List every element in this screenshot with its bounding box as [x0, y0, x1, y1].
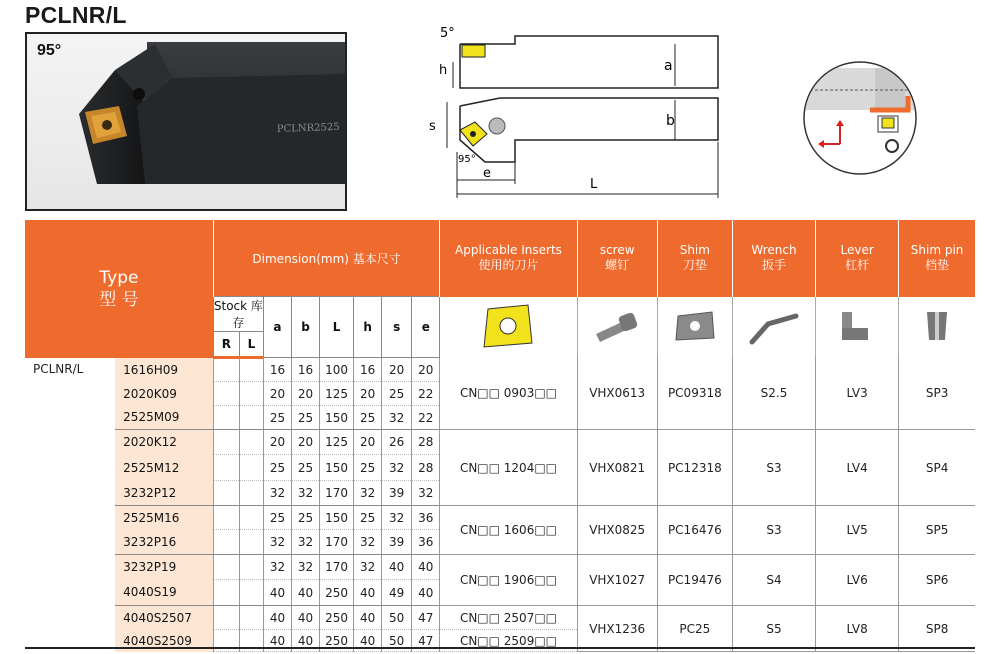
- table-row: [25, 606, 975, 630]
- dim-cell: 47: [412, 630, 440, 652]
- dim-cell: 25: [263, 455, 291, 481]
- shim-cell: PC19476: [657, 555, 732, 606]
- dim-cell: 20: [292, 430, 320, 455]
- stock-cell: [239, 506, 263, 530]
- wrench-cell: S2.5: [732, 358, 815, 430]
- dim-cell: 25: [382, 382, 412, 406]
- dim-cell: 150: [320, 406, 354, 430]
- dim-cell: 32: [263, 481, 291, 506]
- stock-cell: [213, 555, 239, 580]
- dim-cell: 32: [292, 481, 320, 506]
- angle-label: 95°: [37, 42, 62, 59]
- stock-cell: [239, 382, 263, 406]
- dim-cell: 40: [354, 630, 382, 652]
- screw-cell: VHX0821: [577, 430, 657, 506]
- stock-cell: [239, 358, 263, 382]
- dim-cell: 250: [320, 606, 354, 630]
- stock-cell: [239, 530, 263, 555]
- header-dim-b: b: [292, 297, 320, 358]
- header-lever-cn: 杠杆: [845, 258, 870, 273]
- header-screw-en: screw: [599, 243, 635, 258]
- header-dim-L: L: [320, 297, 354, 358]
- header-shim-cn: 刀垫: [682, 258, 707, 273]
- wrench-cell: S3: [732, 506, 815, 555]
- stock-cell: [213, 530, 239, 555]
- dim-cell: 22: [412, 406, 440, 430]
- stock-cell: [213, 606, 239, 630]
- stock-cell: [239, 430, 263, 455]
- header-screw-cn: 螺钉: [605, 258, 630, 273]
- dim-cell: 40: [354, 580, 382, 606]
- shim-cell: PC09318: [657, 358, 732, 430]
- dim-cell: 32: [412, 481, 440, 506]
- series-label: PCLNR/L: [25, 358, 115, 652]
- dim-cell: 170: [320, 530, 354, 555]
- dim-L-label: L: [590, 177, 598, 192]
- dim-cell: 150: [320, 506, 354, 530]
- lever-cell: LV4: [816, 430, 899, 506]
- model-cell: 1616H09: [115, 358, 213, 382]
- dim-cell: 40: [292, 606, 320, 630]
- model-cell: 4040S19: [115, 580, 213, 606]
- dim-cell: 32: [382, 455, 412, 481]
- insert-cell: CN□□ 2507□□: [440, 606, 577, 630]
- wrench-cell: S5: [732, 606, 815, 652]
- header-row-1: [25, 220, 975, 297]
- model-cell: 2020K12: [115, 430, 213, 455]
- dim-cell: 40: [292, 580, 320, 606]
- header-wrench-en: Wrench: [751, 243, 797, 258]
- model-cell: 2525M16: [115, 506, 213, 530]
- angle-bottom-label: 95°: [458, 154, 476, 165]
- spec-table: [25, 220, 975, 652]
- dim-cell: 32: [354, 530, 382, 555]
- screw-cell: VHX1236: [577, 606, 657, 652]
- stock-cell: [213, 430, 239, 455]
- dim-cell: 40: [263, 630, 291, 652]
- table-row: [25, 506, 975, 530]
- dim-cell: 20: [292, 382, 320, 406]
- lever-icon: [816, 297, 899, 358]
- insert-cell: CN□□ 2509□□: [440, 630, 577, 652]
- dim-cell: 20: [412, 358, 440, 382]
- stock-cell: [213, 455, 239, 481]
- insert-cell: CN□□ 1906□□: [440, 555, 577, 606]
- header-dimension: Dimension(mm) 基本尺寸: [213, 220, 439, 297]
- model-cell: 2525M12: [115, 455, 213, 481]
- dim-cell: 170: [320, 481, 354, 506]
- dim-cell: 40: [354, 606, 382, 630]
- dimension-diagram: [415, 22, 725, 202]
- header-type-en: Type: [99, 267, 139, 288]
- stock-cell: [239, 455, 263, 481]
- dim-cell: 25: [354, 406, 382, 430]
- header-type-cn: 型 号: [99, 289, 139, 310]
- dim-cell: 25: [263, 406, 291, 430]
- header-shim-en: Shim: [679, 243, 710, 258]
- table-row: [25, 358, 975, 382]
- engraving-text: PCLNR2525: [276, 121, 340, 135]
- dim-cell: 49: [382, 580, 412, 606]
- model-cell: 2020K09: [115, 382, 213, 406]
- dim-cell: 100: [320, 358, 354, 382]
- header-stock-R: R: [213, 332, 239, 358]
- dim-s-label: s: [429, 119, 436, 134]
- stock-cell: [213, 506, 239, 530]
- stock-cell: [213, 580, 239, 606]
- pin-cell: SP6: [899, 555, 975, 606]
- lever-cell: LV8: [816, 606, 899, 652]
- screw-cell: VHX0825: [577, 506, 657, 555]
- dim-cell: 32: [263, 530, 291, 555]
- shim-cell: PC16476: [657, 506, 732, 555]
- dim-cell: 32: [292, 555, 320, 580]
- header-wrench-cn: 扳手: [761, 258, 786, 273]
- pin-cell: SP4: [899, 430, 975, 506]
- dim-b-label: b: [666, 113, 675, 129]
- dim-cell: 20: [354, 430, 382, 455]
- dim-cell: 32: [263, 555, 291, 580]
- dim-cell: 16: [263, 358, 291, 382]
- dim-cell: 20: [354, 382, 382, 406]
- stock-cell: [239, 481, 263, 506]
- dim-cell: 36: [412, 506, 440, 530]
- product-photo: [25, 32, 347, 211]
- dim-cell: 20: [263, 430, 291, 455]
- dim-cell: 28: [412, 455, 440, 481]
- header-stock-L: L: [239, 332, 263, 358]
- model-cell: 3232P12: [115, 481, 213, 506]
- stock-cell: [213, 406, 239, 430]
- header-inserts: [440, 220, 577, 297]
- header-inserts-en: Applicable Inserts: [455, 243, 562, 258]
- angle-top-label: 5°: [440, 26, 455, 41]
- stock-cell: [239, 555, 263, 580]
- wrench-icon: [732, 297, 815, 358]
- tool-holder-illustration: [27, 34, 345, 209]
- dim-cell: 170: [320, 555, 354, 580]
- stock-cell: [213, 481, 239, 506]
- dim-cell: 36: [412, 530, 440, 555]
- header-lever-en: Lever: [840, 243, 874, 258]
- header-dim-h: h: [354, 297, 382, 358]
- dim-cell: 47: [412, 606, 440, 630]
- insert-cell: CN□□ 1606□□: [440, 506, 577, 555]
- dim-cell: 250: [320, 580, 354, 606]
- header-dim-s: s: [382, 297, 412, 358]
- dim-cell: 20: [263, 382, 291, 406]
- shim-pin-icon: [899, 297, 975, 358]
- dim-cell: 25: [292, 506, 320, 530]
- header-inserts-cn: 使用的刀片: [478, 258, 539, 273]
- dim-cell: 125: [320, 382, 354, 406]
- dim-cell: 25: [263, 506, 291, 530]
- wrench-cell: S4: [732, 555, 815, 606]
- dim-cell: 16: [354, 358, 382, 382]
- dim-cell: 25: [354, 506, 382, 530]
- model-cell: 4040S2509: [115, 630, 213, 652]
- dim-cell: 28: [412, 430, 440, 455]
- dim-cell: 50: [382, 630, 412, 652]
- dim-cell: 26: [382, 430, 412, 455]
- lever-cell: LV3: [816, 358, 899, 430]
- dim-cell: 40: [292, 630, 320, 652]
- table-row: [25, 555, 975, 580]
- stock-cell: [239, 406, 263, 430]
- dim-cell: 20: [382, 358, 412, 382]
- model-cell: 3232P19: [115, 555, 213, 580]
- screw-cell: VHX1027: [577, 555, 657, 606]
- header-shim: [657, 220, 732, 297]
- insert-icon: [440, 297, 577, 358]
- dim-cell: 50: [382, 606, 412, 630]
- stock-cell: [213, 382, 239, 406]
- pin-cell: SP3: [899, 358, 975, 430]
- header-wrench: [732, 220, 815, 297]
- dim-e-label: e: [483, 166, 491, 181]
- dim-cell: 40: [263, 580, 291, 606]
- pin-cell: SP5: [899, 506, 975, 555]
- model-cell: 3232P16: [115, 530, 213, 555]
- dim-cell: 22: [412, 382, 440, 406]
- dim-cell: 32: [354, 481, 382, 506]
- wrench-cell: S3: [732, 430, 815, 506]
- stock-cell: [239, 580, 263, 606]
- dim-cell: 32: [292, 530, 320, 555]
- shim-cell: PC25: [657, 606, 732, 652]
- shim-cell: PC12318: [657, 430, 732, 506]
- dim-cell: 16: [292, 358, 320, 382]
- dim-cell: 40: [412, 555, 440, 580]
- dim-cell: 25: [292, 406, 320, 430]
- header-shimpin-cn: 档垫: [925, 258, 950, 273]
- header-type: [25, 220, 213, 358]
- header-dim-e: e: [412, 297, 440, 358]
- table-row: [25, 430, 975, 455]
- dim-cell: 32: [382, 506, 412, 530]
- lever-cell: LV5: [816, 506, 899, 555]
- model-cell: 4040S2507: [115, 606, 213, 630]
- dim-cell: 39: [382, 481, 412, 506]
- dim-cell: 25: [292, 455, 320, 481]
- dim-cell: 32: [382, 406, 412, 430]
- model-cell: 2525M09: [115, 406, 213, 430]
- stock-cell: [239, 606, 263, 630]
- shim-icon: [657, 297, 732, 358]
- dim-a-label: a: [664, 58, 673, 74]
- dim-h-label: h: [439, 63, 448, 78]
- insert-cell: CN□□ 0903□□: [440, 358, 577, 430]
- header-stock: Stock 库存: [213, 297, 263, 332]
- dim-cell: 40: [412, 580, 440, 606]
- header-dim-a: a: [263, 297, 291, 358]
- stock-cell: [213, 358, 239, 382]
- pin-cell: SP8: [899, 606, 975, 652]
- header-shimpin: [899, 220, 975, 297]
- dim-cell: 125: [320, 430, 354, 455]
- lever-cell: LV6: [816, 555, 899, 606]
- dim-cell: 150: [320, 455, 354, 481]
- screw-icon: [577, 297, 657, 358]
- header-shimpin-en: Shim pin: [910, 243, 964, 258]
- dim-cell: 40: [382, 555, 412, 580]
- header-lever: [816, 220, 899, 297]
- dim-cell: 32: [354, 555, 382, 580]
- dim-cell: 39: [382, 530, 412, 555]
- dim-cell: 25: [354, 455, 382, 481]
- page-title: PCLNR/L: [25, 2, 127, 28]
- insert-cell: CN□□ 1204□□: [440, 430, 577, 506]
- header-screw: [577, 220, 657, 297]
- dim-cell: 40: [263, 606, 291, 630]
- screw-cell: VHX0613: [577, 358, 657, 430]
- table-bottom-rule: [25, 647, 975, 649]
- application-detail-icon: [800, 58, 920, 178]
- dim-cell: 250: [320, 630, 354, 652]
